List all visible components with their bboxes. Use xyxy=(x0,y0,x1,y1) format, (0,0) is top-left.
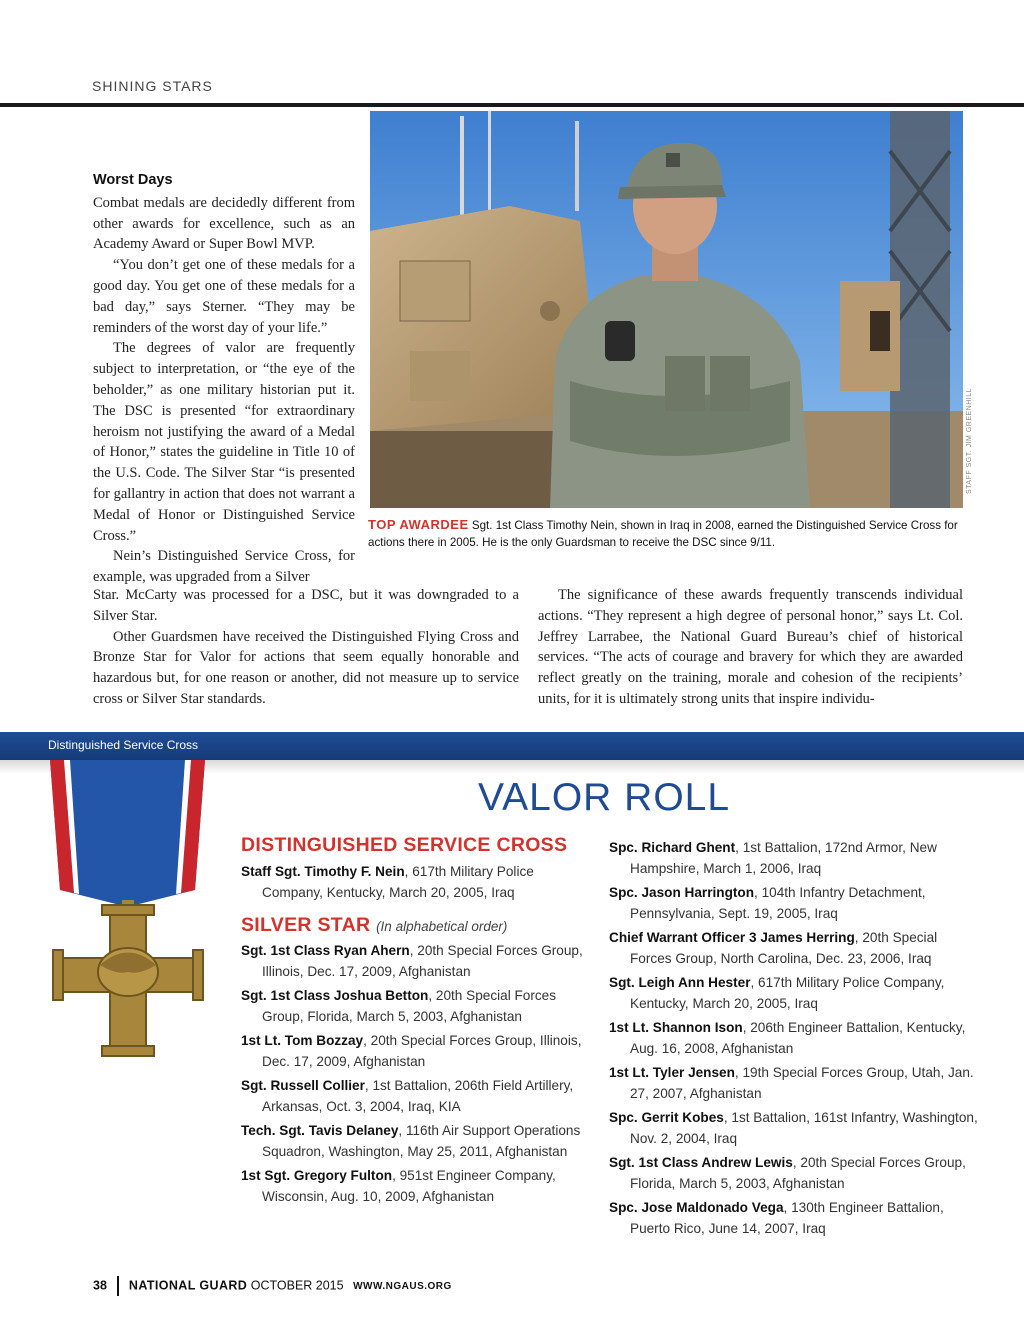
roll-entry xyxy=(241,986,586,1027)
recipient-name: Sgt. 1st Class Ryan Ahern xyxy=(241,943,410,958)
roll-entry xyxy=(241,862,586,903)
recipient-detail: , 20th Special Forces Group, Florida, March 5, 2003, Afghanistan xyxy=(630,1155,966,1191)
article-paragraph: Other Guardsmen have received the Distinguished Flying Cross and Bronze Star for Valor for actions that seem equally honorable and hazardous but, for one reason or another, did not measure up to service cross or Silver Star standards. xyxy=(93,628,519,707)
roll-entry xyxy=(609,1153,979,1194)
article-paragraph: Nein’s Distinguished Service Cross, for example, was upgraded from a Silver xyxy=(93,548,355,586)
recipient-detail: , 951st Engineer Company, Wisconsin, Aug. 10, 2009, Afghanistan xyxy=(262,1168,556,1204)
recipient-detail: , 19th Special Forces Group, Utah, Jan. 27, 2007, Afghanistan xyxy=(630,1065,974,1101)
alphabetical-note: (In alphabetical order) xyxy=(376,919,508,934)
caption-kicker: TOP AWARDEE xyxy=(368,517,469,532)
dsc-heading: DISTINGUISHED SERVICE CROSS xyxy=(241,834,568,856)
roll-entry xyxy=(241,1031,586,1072)
recipient-name: Staff Sgt. Timothy F. Nein xyxy=(241,864,405,879)
article-subhead: Worst Days xyxy=(93,172,173,188)
article-column-1-lower xyxy=(93,585,519,710)
header-rule xyxy=(0,103,1024,107)
recipient-detail: , 130th Engineer Battalion, Puerto Rico, June 14, 2007, Iraq xyxy=(630,1200,944,1236)
roll-entry xyxy=(609,883,979,924)
recipient-detail: , 1st Battalion, 206th Field Artillery, Arkansas, Oct. 3, 2004, Iraq, KIA xyxy=(262,1078,574,1114)
roll-entry xyxy=(241,941,586,982)
roll-entry xyxy=(609,838,979,879)
article-paragraph: The degrees of valor are frequently subject to interpretation, or “the eye of the beholder,” as one military historian put it. The DSC is presented “for extraordinary heroism not justifying the award of a Medal of Honor,” states the guideline in Title 10 of the U.S. Code. The Silver Star “is presented for gallantry in action that does not warrant a Medal of Honor or Distinguished Service Cross.” xyxy=(93,340,355,544)
recipient-name: 1st Lt. Tyler Jensen xyxy=(609,1065,735,1080)
roll-entry xyxy=(241,1076,586,1117)
silver-star-list-right xyxy=(609,838,979,1239)
recipient-detail: , 20th Special Forces Group, North Carolina, Dec. 23, 2006, Iraq xyxy=(630,930,938,966)
recipient-detail: , 104th Infantry Detachment, Pennsylvania, Sept. 19, 2005, Iraq xyxy=(630,885,926,921)
band-label: Distinguished Service Cross xyxy=(48,738,199,752)
recipient-name: 1st Lt. Shannon Ison xyxy=(609,1020,743,1035)
recipient-name: Sgt. 1st Class Andrew Lewis xyxy=(609,1155,793,1170)
recipient-detail: , 20th Special Forces Group, Illinois, Dec. 17, 2009, Afghanistan xyxy=(262,1033,582,1069)
recipient-name: Spc. Jose Maldonado Vega xyxy=(609,1200,784,1215)
silver-star-heading: SILVER STAR (In alphabetical order) xyxy=(241,914,508,936)
page-footer xyxy=(93,1276,452,1296)
medal-image xyxy=(30,760,225,1060)
recipient-detail: , 20th Special Forces Group, Florida, March 5, 2003, Afghanistan xyxy=(262,988,557,1024)
photo-caption xyxy=(368,516,968,551)
roll-entry xyxy=(609,1063,979,1104)
recipient-name: Spc. Richard Ghent xyxy=(609,840,736,855)
caption-text: Sgt. 1st Class Timothy Nein, shown in Iraq in 2008, earned the Distinguished Service Cross for actions there in 2005. He is the only Guardsman to receive the DSC since 9/11. xyxy=(368,519,958,549)
photo-illustration xyxy=(370,111,963,508)
article-paragraph: Combat medals are decidedly different from other awards for excellence, such as an Academy Award or Super Bowl MVP. xyxy=(93,194,355,253)
article-paragraph: The significance of these awards frequently transcends individual actions. “They represent a high degree of personal honor,” says Lt. Col. Jeffrey Larrabee, the National Guard Bureau’s chief of historical services. “The acts of courage and bravery for which they are awarded reflect greatly on the training, morale and cohesion of the recipients’ units, for it is ultimately strong units that inspire individu- xyxy=(538,587,963,707)
section-label: SHINING STARS xyxy=(92,78,213,94)
recipient-detail: , 206th Engineer Battalion, Kentucky, Aug. 16, 2008, Afghanistan xyxy=(630,1020,966,1056)
photo-credit: STAFF SGT. JIM GREENHILL xyxy=(966,388,973,494)
recipient-detail: , 1st Battalion, 161st Infantry, Washington, Nov. 2, 2004, Iraq xyxy=(630,1110,978,1146)
recipient-name: 1st Sgt. Gregory Fulton xyxy=(241,1168,393,1183)
footer-divider xyxy=(117,1276,119,1296)
recipient-name: Sgt. Leigh Ann Hester xyxy=(609,975,751,990)
valor-roll-title: VALOR ROLL xyxy=(478,776,731,819)
recipient-name: Tech. Sgt. Tavis Delaney xyxy=(241,1123,399,1138)
recipient-detail: , 20th Special Forces Group, Illinois, Dec. 17, 2009, Afghanistan xyxy=(262,943,583,979)
page-number: 38 xyxy=(93,1278,107,1293)
recipient-name: Spc. Jason Harrington xyxy=(609,885,755,900)
recipient-detail: , 617th Military Police Company, Kentucky, March 20, 2005, Iraq xyxy=(630,975,945,1011)
roll-entry xyxy=(609,1018,979,1059)
recipient-name: Chief Warrant Officer 3 James Herring xyxy=(609,930,855,945)
article-paragraph: Star. McCarty was processed for a DSC, but it was downgraded to a Silver Star. xyxy=(93,587,519,624)
roll-entry xyxy=(609,1198,979,1239)
recipient-detail: , 617th Military Police Company, Kentucky, March 20, 2005, Iraq xyxy=(262,864,534,900)
recipient-name: Spc. Gerrit Kobes xyxy=(609,1110,724,1125)
recipient-name: Sgt. Russell Collier xyxy=(241,1078,365,1093)
website-url: WWW.NGAUS.ORG xyxy=(353,1281,452,1293)
article-paragraph: “You don’t get one of these medals for a good day. You get one of these medals for a bad day,” says Sterner. “They may be reminders of the worst day of your life.” xyxy=(93,257,355,336)
valor-roll-left xyxy=(241,835,586,1211)
photo-soldier xyxy=(370,111,963,508)
issue-date: OCTOBER 2015 xyxy=(250,1278,344,1293)
roll-entry xyxy=(241,1166,586,1207)
dsc-list xyxy=(241,862,586,903)
magazine-name: NATIONAL GUARD xyxy=(128,1278,248,1293)
article-column-1 xyxy=(93,170,355,588)
medal-icon xyxy=(30,760,225,1060)
valor-roll-right xyxy=(609,838,979,1243)
roll-entry xyxy=(609,928,979,969)
recipient-name: Sgt. 1st Class Joshua Betton xyxy=(241,988,429,1003)
recipient-detail: , 116th Air Support Operations Squadron, Washington, May 25, 2011, Afghanistan xyxy=(262,1123,581,1159)
roll-entry xyxy=(609,1108,979,1149)
silver-star-list-left xyxy=(241,941,586,1207)
recipient-detail: , 1st Battalion, 172nd Armor, New Hampshire, March 1, 2006, Iraq xyxy=(630,840,937,876)
roll-entry xyxy=(241,1121,586,1162)
roll-entry xyxy=(609,973,979,1014)
article-column-2 xyxy=(538,585,963,710)
recipient-name: 1st Lt. Tom Bozzay xyxy=(241,1033,364,1048)
